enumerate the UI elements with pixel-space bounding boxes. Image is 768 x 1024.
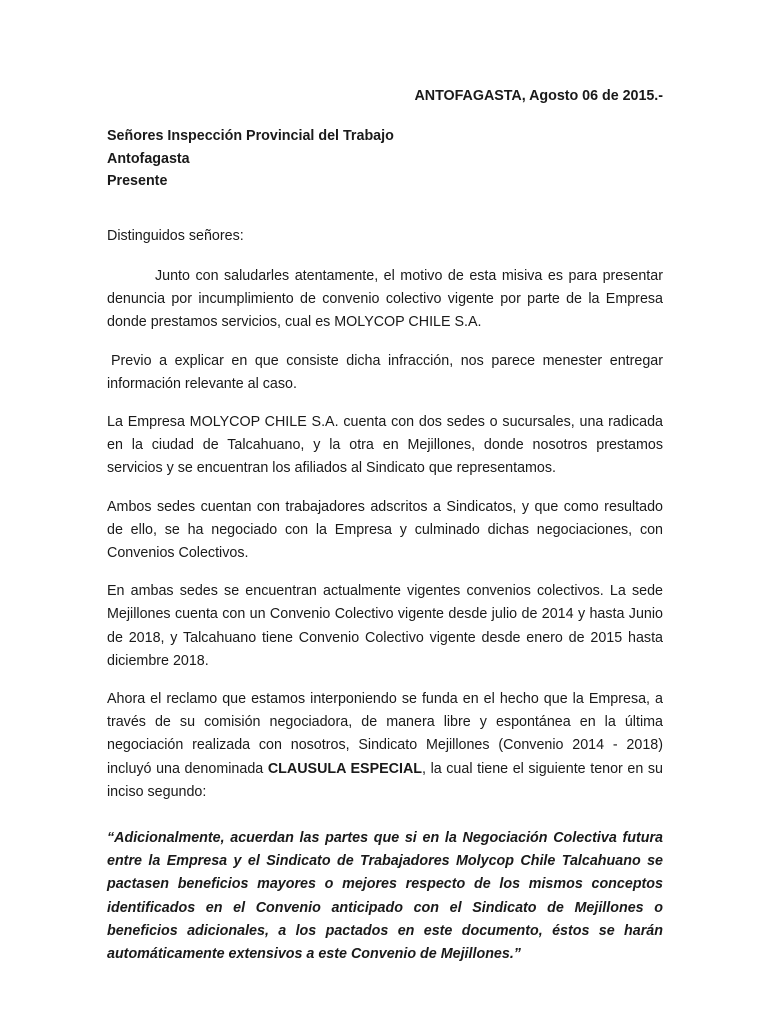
document-body [107, 0, 663, 966]
paragraph-reclamo [107, 688, 663, 804]
paragraph-previo: Previo a explicar en que consiste dicha infracción, nos parece menester entregar información relevante al caso. [107, 352, 663, 392]
paragraph-intro: Junto con saludarles atentamente, el motivo de esta misiva es para presentar denuncia por incumplimiento de convenio colectivo vigente por parte de la Empresa donde prestamos servicios, cual es MOLYCOP CHILE S.A. [107, 268, 663, 331]
paragraph-reclamo-text-after: , la cual tiene el siguiente tenor en su inciso segundo: [107, 760, 663, 800]
paragraph-convenios-vigentes: En ambas sedes se encuentran actualmente vigentes convenios colectivos. La sede Mejillones cuenta con un Convenio Colectivo vigente desde julio de 2014 y hasta Junio de 2018, y Talcahuano tiene Convenio Colectivo vigente desde enero de 2015 hasta diciembre 2018. [107, 583, 663, 669]
date-line: ANTOFAGASTA, Agosto 06 de 2015.- [414, 88, 663, 104]
addressee-line-city: Antofagasta [107, 150, 190, 167]
addressee-line-presente: Presente [107, 173, 168, 189]
clausula-especial-emphasis: CLAUSULA ESPECIAL [267, 760, 423, 777]
addressee-block [107, 125, 663, 193]
paragraph-empresa-sedes: La Empresa MOLYCOP CHILE S.A. cuenta con dos sedes o sucursales, una radicada en la ciudad de Talcahuano, y la otra en Mejillones, donde nosotros prestamos servicios y se encuentran los afiliados al Sindicato que representamos. [107, 414, 663, 477]
paragraph-sindicatos: Ambos sedes cuentan con trabajadores adscritos a Sindicatos, y que como resultado de ello, se ha negociado con la Empresa y culminado dichas negociaciones, con Convenios Colectivos. [107, 498, 663, 562]
addressee-line-recipient: Señores Inspección Provincial del Trabajo [107, 128, 394, 144]
salutation: Distinguidos señores: [107, 227, 244, 244]
paragraph-reclamo-text-before: Ahora el reclamo que estamos interponiendo se funda en el hecho que la Empresa, a través de su comisión negociadora, de manera libre y espontánea en la última negociación realizada con nosotros, Sindicato Mejillones (Convenio 2014 - 2018) incluyó una denominada [107, 691, 663, 777]
quoted-clause: “Adicionalmente, acuerdan las partes que si en la Negociación Colectiva futura entre la Empresa y el Sindicato de Trabajadores Molycop Chile Talcahuano se pactasen beneficios mayores o mejores respecto de los mismos conceptos identificados en el Convenio anticipado con el Sindicato de Mejillones o beneficios adicionales, a los pactados en este documento, éstos se harán automáticamente extensivos a este Convenio de Mejillones.” [107, 830, 663, 963]
